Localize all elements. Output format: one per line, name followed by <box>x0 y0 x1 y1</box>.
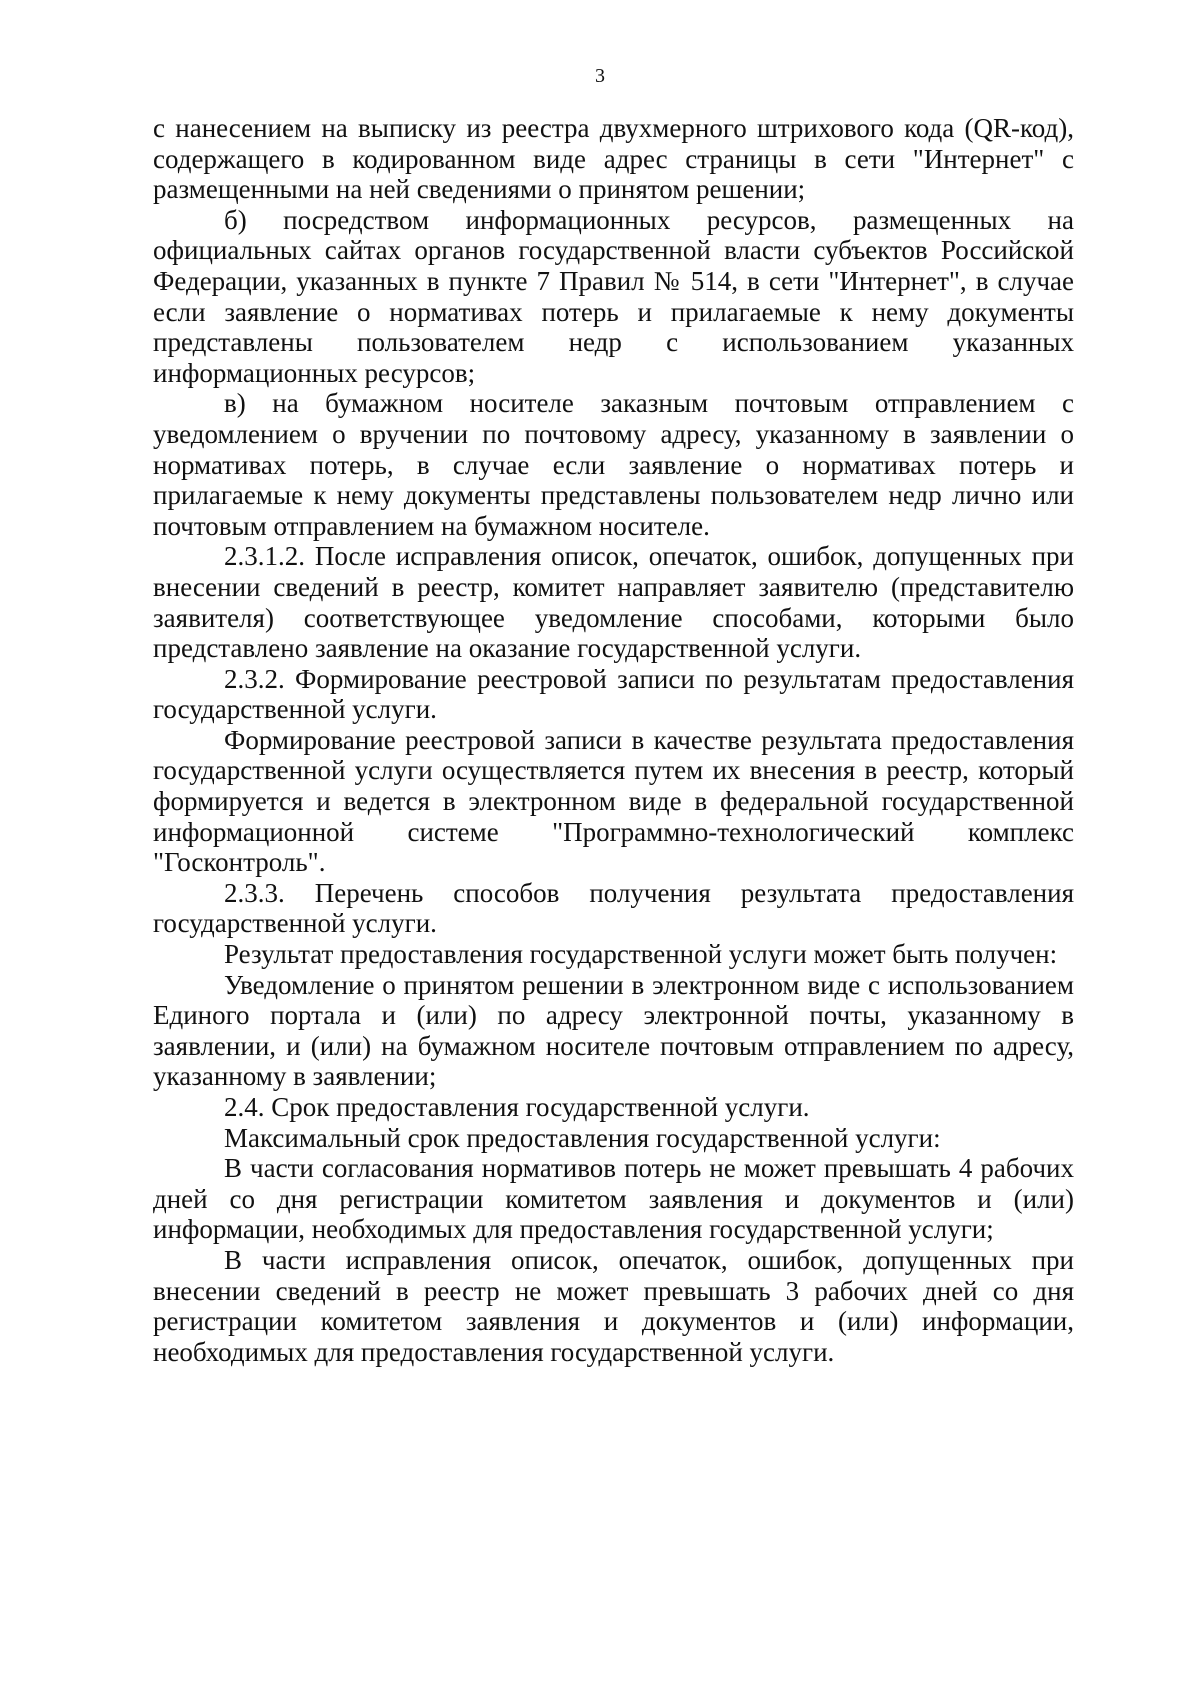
paragraph-notification: Уведомление о принятом решении в электронном виде с использованием Единого портала и (или) по адресу электронной почты, указанному в заявлении, и (или) на бумажном носителе почтовым отправлением по адресу, указанному в заявлении; <box>153 969 1074 1092</box>
paragraph-2-3-2: 2.3.2. Формирование реестровой записи по результатам предоставления государственной услуги. <box>153 663 1074 725</box>
paragraph-result-received: Результат предоставления государственной услуги может быть получен: <box>224 939 1058 970</box>
document-body <box>153 113 1074 1367</box>
paragraph-registry-record: Формирование реестровой записи в качестве результата предоставления государственной услуги осуществляется путем их внесения в реестр, который формируется и ведется в электронном виде в федеральной государственной информационной системе "Программно-технологический комплекс "Госконтроль". <box>153 724 1074 878</box>
paragraph-2-3-1-2: 2.3.1.2. После исправления описок, опечаток, ошибок, допущенных при внесении сведений в реестр, комитет направляет заявителю (представителю заявителя) соответствующее уведомление способами, которыми было представлено заявление на оказание государственной услуги. <box>153 541 1074 664</box>
paragraph-max-term: Максимальный срок предоставления государственной услуги: <box>224 1122 941 1153</box>
paragraph-term-corrections: В части исправления описок, опечаток, ошибок, допущенных при внесении сведений в реестр не может превышать 3 рабочих дней со дня регистрации комитетом заявления и документов и (или) информации, необходимых для предоставления государственной услуги. <box>153 1244 1074 1367</box>
paragraph-item-v: в) на бумажном носителе заказным почтовым отправлением с уведомлением о вручении по почтовому адресу, указанному в заявлении о нормативах потерь, в случае если заявление о нормативах потерь и прилагаемые к нему документы представлены пользователем недр лично или почтовым отправлением на бумажном носителе. <box>153 388 1074 541</box>
paragraph-item-b: б) посредством информационных ресурсов, размещенных на официальных сайтах органов государственной власти субъектов Российской Федерации, указанных в пункте 7 Правил № 514, в сети "Интернет", в случае если заявление о нормативах потерь и прилагаемые к нему документы представлены пользователем недр с использованием указанных информационных ресурсов; <box>153 204 1074 388</box>
page-number: 3 <box>595 65 605 87</box>
paragraph-2-4: 2.4. Срок предоставления государственной услуги. <box>224 1092 810 1122</box>
paragraph-term-approval: В части согласования нормативов потерь не может превышать 4 рабочих дней со дня регистрации комитетом заявления и документов и (или) информации, необходимых для предоставления государственной услуги; <box>153 1153 1074 1245</box>
paragraph-qr-code: с нанесением на выписку из реестра двухмерного штрихового кода (QR-код), содержащего в кодированном виде адрес страницы в сети "Интернет" с размещенными на ней сведениями о принятом решении; <box>153 113 1074 205</box>
paragraph-2-3-3: 2.3.3. Перечень способов получения результата предоставления государственной услуги. <box>153 877 1074 939</box>
